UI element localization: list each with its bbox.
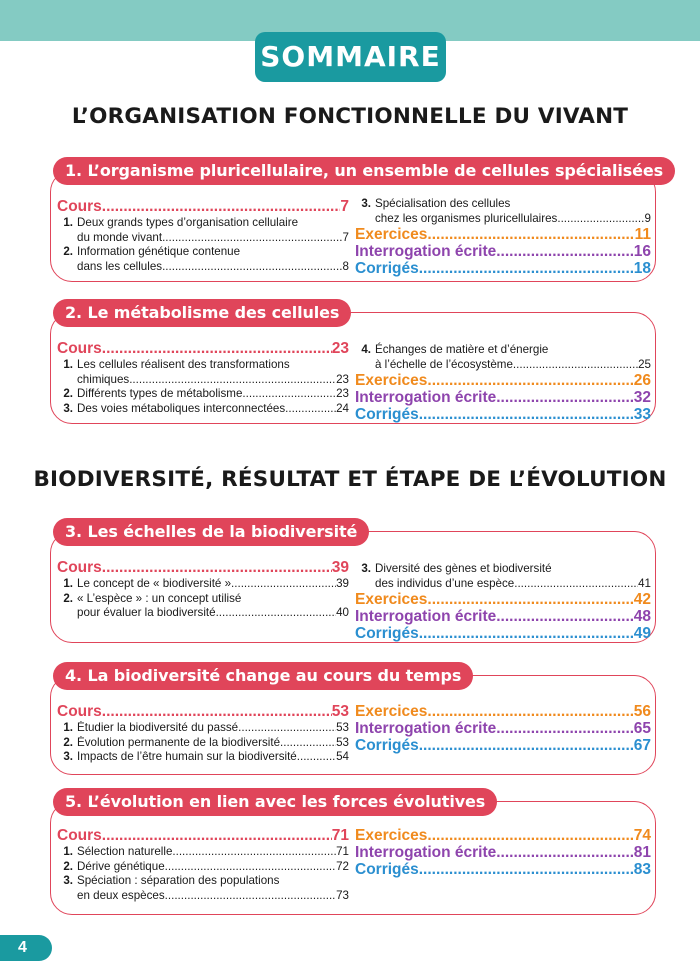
corriges-entry[interactable]: Corrigés ..... 67 xyxy=(355,737,651,754)
toc-item[interactable]: 1. Les cellules réalisent des transformations xyxy=(63,358,290,371)
corriges-entry[interactable]: Corrigés ..... 18 xyxy=(355,260,651,277)
chapter-1-right-column xyxy=(355,197,651,277)
exercices-entry[interactable]: Exercices ..... 74 xyxy=(355,827,651,844)
page-title: SOMMAIRE xyxy=(255,32,446,82)
toc-item[interactable]: 2. Différents types de métabolisme ..... 23 xyxy=(57,387,349,402)
chapter-2-right-column xyxy=(355,343,651,423)
toc-item[interactable]: 3. Des voies métaboliques interconnectées ..... 24 xyxy=(57,402,349,417)
toc-item[interactable]: 2. Information génétique contenue xyxy=(63,245,241,258)
toc-item[interactable]: 1. Étudier la biodiversité du passé ..... 53 xyxy=(57,721,349,736)
cours-entry[interactable]: Cours ..... 23 xyxy=(57,339,349,358)
toc-item-continued[interactable]: chez les organismes pluricellulaires ..... 9 xyxy=(355,212,651,227)
exercices-entry[interactable]: Exercices ..... 11 xyxy=(355,226,651,243)
toc-item[interactable]: 3. Diversité des gènes et biodiversité xyxy=(361,562,552,575)
cours-entry[interactable]: Cours ..... 39 xyxy=(57,558,349,577)
toc-item[interactable]: 3. Impacts de l’être humain sur la biodiversité ..... 54 xyxy=(57,750,349,765)
chapter-2 xyxy=(50,303,656,424)
interrogation-entry[interactable]: Interrogation écrite ..... 81 xyxy=(355,844,651,861)
toc-item[interactable]: 1. Le concept de « biodiversité » ..... 39 xyxy=(57,577,349,592)
chapter-5 xyxy=(50,792,656,915)
toc-item[interactable]: 3. Spécialisation des cellules xyxy=(361,197,511,210)
chapter-2-left-column xyxy=(57,339,349,416)
interrogation-entry[interactable]: Interrogation écrite ..... 32 xyxy=(355,389,651,406)
corriges-entry[interactable]: Corrigés ..... 33 xyxy=(355,406,651,423)
toc-item[interactable]: 1. Sélection naturelle ..... 71 xyxy=(57,845,349,860)
toc-item[interactable]: 4. Échanges de matière et d’énergie xyxy=(361,343,549,356)
chapter-3-left-column xyxy=(57,558,349,621)
toc-item-continued[interactable]: à l’échelle de l’écosystème ..... 25 xyxy=(355,358,651,373)
chapter-4 xyxy=(50,666,656,775)
toc-item-continued[interactable]: du monde vivant ..... 7 xyxy=(57,231,349,246)
toc-item[interactable]: 2. « L’espèce » : un concept utilisé xyxy=(63,591,242,605)
exercices-entry[interactable]: Exercices ..... 42 xyxy=(355,591,651,608)
interrogation-entry[interactable]: Interrogation écrite ..... 16 xyxy=(355,243,651,260)
interrogation-entry[interactable]: Interrogation écrite ..... 65 xyxy=(355,720,651,737)
chapter-3-right-column xyxy=(355,562,651,642)
toc-item-continued[interactable]: dans les cellules ..... 8 xyxy=(57,260,349,275)
interrogation-entry[interactable]: Interrogation écrite ..... 48 xyxy=(355,608,651,625)
chapter-5-title[interactable]: 5. L’évolution en lien avec les forces évolutives xyxy=(53,788,497,816)
toc-item[interactable]: 2. Évolution permanente de la biodiversité ..... 53 xyxy=(57,736,349,751)
chapter-4-left-column xyxy=(57,702,349,765)
cours-entry[interactable]: Cours ..... 53 xyxy=(57,702,349,721)
chapter-2-title[interactable]: 2. Le métabolisme des cellules xyxy=(53,299,351,327)
toc-item-continued[interactable]: pour évaluer la biodiversité ..... 40 xyxy=(57,606,349,621)
toc-item[interactable]: 2. Dérive génétique ..... 72 xyxy=(57,860,349,875)
chapter-4-title[interactable]: 4. La biodiversité change au cours du temps xyxy=(53,662,473,690)
corriges-entry[interactable]: Corrigés ..... 83 xyxy=(355,861,651,878)
chapter-4-right-column xyxy=(355,703,651,754)
toc-item-continued[interactable]: en deux espèces ..... 73 xyxy=(57,889,349,904)
part-title-1: L’ORGANISATION FONCTIONNELLE DU VIVANT xyxy=(71,104,629,129)
chapter-1 xyxy=(50,161,664,282)
chapter-5-right-column xyxy=(355,827,651,878)
corriges-entry[interactable]: Corrigés ..... 49 xyxy=(355,625,651,642)
cours-entry[interactable]: Cours ..... 71 xyxy=(57,826,349,845)
cours-entry[interactable]: Cours ..... 7 xyxy=(57,197,349,216)
chapter-1-left-column xyxy=(57,197,349,274)
exercices-entry[interactable]: Exercices ..... 56 xyxy=(355,703,651,720)
part-title-2: BIODIVERSITÉ, RÉSULTAT ET ÉTAPE DE L’ÉVOLUTION xyxy=(33,467,667,492)
toc-item[interactable]: 1. Deux grands types d’organisation cellulaire xyxy=(63,216,299,229)
chapter-3 xyxy=(50,522,656,643)
chapter-3-title[interactable]: 3. Les échelles de la biodiversité xyxy=(53,518,369,546)
exercices-entry[interactable]: Exercices ..... 26 xyxy=(355,372,651,389)
chapter-1-title[interactable]: 1. L’organisme pluricellulaire, un ensemble de cellules spécialisées xyxy=(53,157,675,185)
toc-item-continued[interactable]: des individus d’une espèce ..... 41 xyxy=(355,577,651,592)
chapter-5-left-column xyxy=(57,826,349,903)
toc-item-continued[interactable]: chimiques ..... 23 xyxy=(57,373,349,388)
page-number: 4 xyxy=(0,935,52,961)
toc-item[interactable]: 3. Spéciation : séparation des populations xyxy=(63,874,280,887)
